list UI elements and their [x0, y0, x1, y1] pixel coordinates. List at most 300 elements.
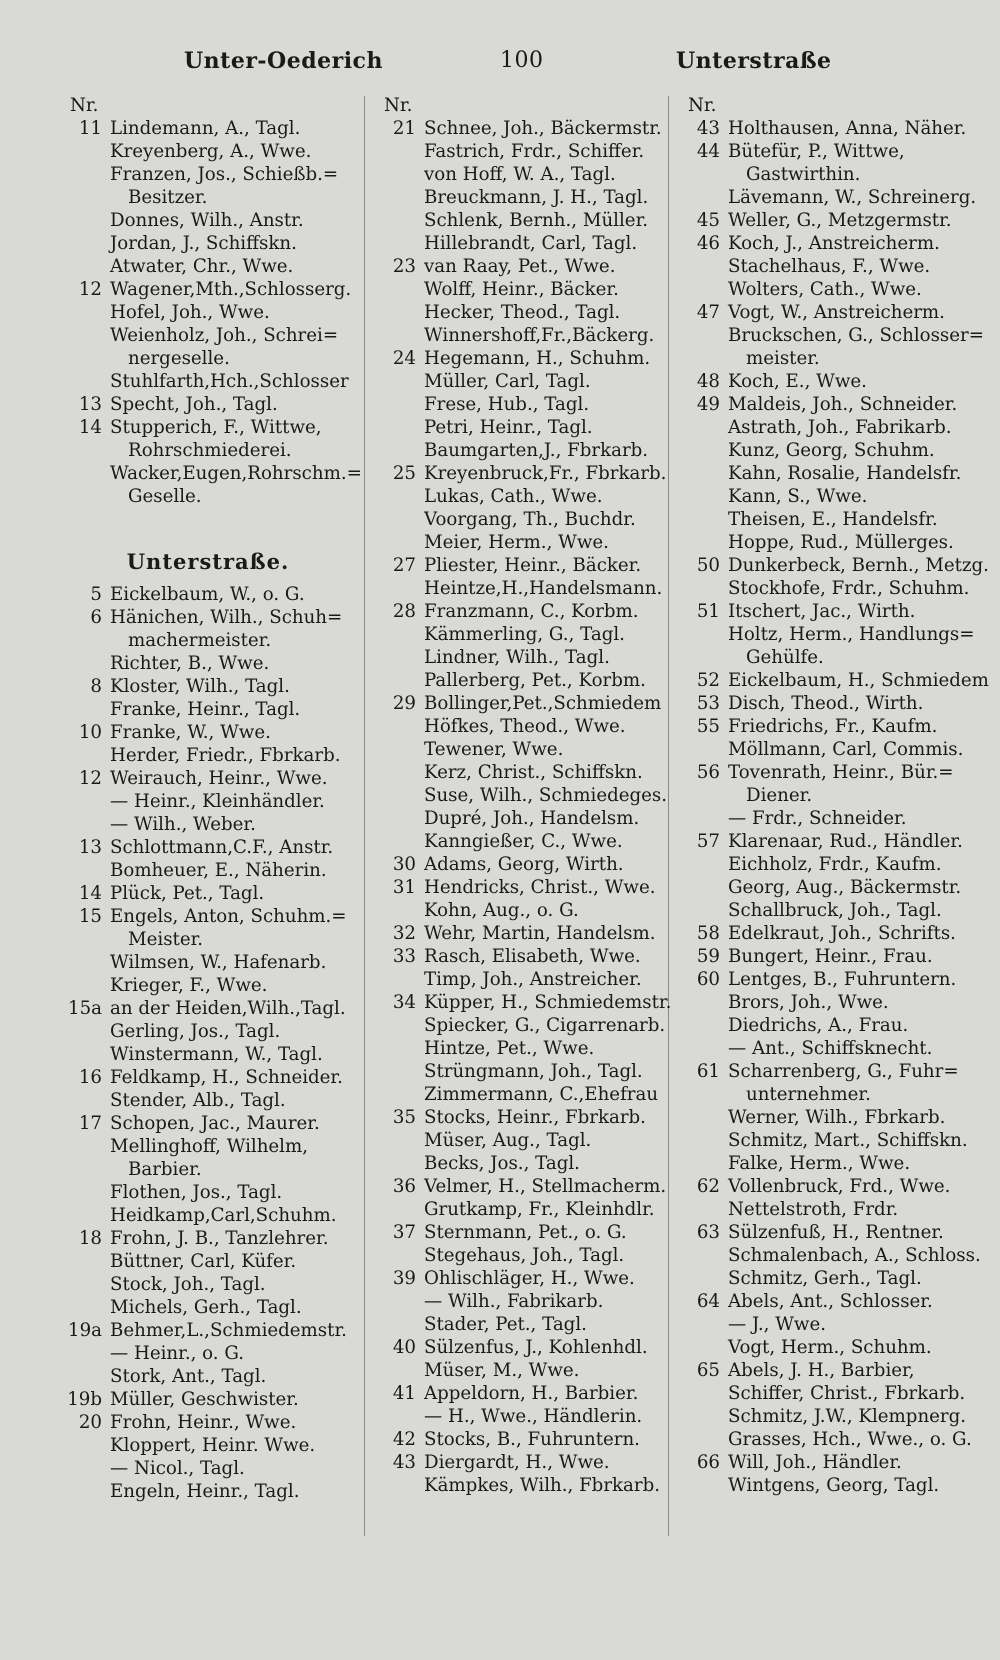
- directory-entry: [676, 692, 976, 715]
- directory-entry: [58, 462, 362, 485]
- resident-text: — J., Wwe.: [728, 1314, 826, 1335]
- resident-text: Müser, Aug., Tagl.: [424, 1130, 592, 1151]
- directory-entry: [372, 1129, 670, 1152]
- house-number: [676, 1014, 728, 1037]
- directory-entry: [58, 1296, 358, 1319]
- resident-text: Diergardt, H., Wwe.: [424, 1452, 610, 1473]
- directory-entry: [372, 945, 670, 968]
- house-number: [372, 968, 424, 991]
- directory-entry: [372, 991, 670, 1014]
- house-number: [372, 301, 424, 324]
- directory-entry: [372, 117, 670, 140]
- house-number: [58, 163, 110, 186]
- resident-text: Kanngießer, C., Wwe.: [424, 831, 623, 852]
- directory-entry: [676, 715, 976, 738]
- directory-entry: [372, 1083, 670, 1106]
- house-number: [58, 790, 110, 813]
- directory-entry: [58, 117, 358, 140]
- directory-entry: [58, 1135, 358, 1158]
- house-number: [372, 278, 424, 301]
- house-number: [58, 1296, 110, 1319]
- resident-text: Disch, Theod., Wirth.: [728, 693, 924, 714]
- house-number: 19b: [67, 1389, 102, 1410]
- resident-text: — H., Wwe., Händlerin.: [424, 1406, 643, 1427]
- directory-entry: [58, 1089, 358, 1112]
- directory-entry: [372, 1014, 670, 1037]
- resident-text: Kerz, Christ., Schiffskn.: [424, 762, 643, 783]
- resident-text: Wacker,Eugen,Rohrschm.=: [110, 463, 362, 484]
- directory-entry: [58, 836, 358, 859]
- directory-entry: [58, 1158, 358, 1181]
- house-number: 46: [696, 233, 720, 254]
- resident-text: Richter, B., Wwe.: [110, 653, 270, 674]
- house-number: 45: [696, 210, 720, 231]
- resident-text: Schiffer, Christ., Fbrkarb.: [728, 1383, 966, 1404]
- resident-text: Timp, Joh., Anstreicher.: [424, 969, 642, 990]
- running-head-left: Unter-Oederich: [184, 48, 383, 74]
- house-number: [676, 1267, 728, 1290]
- directory-entry: [372, 140, 670, 163]
- resident-text: Bomheuer, E., Näherin.: [110, 860, 327, 881]
- directory-entry: [372, 531, 670, 554]
- directory-entry: [676, 1336, 976, 1359]
- house-number: 8: [90, 676, 102, 697]
- house-number: 12: [78, 768, 102, 789]
- house-number: [58, 1020, 110, 1043]
- directory-entry: [676, 301, 976, 324]
- directory-entry: [676, 853, 976, 876]
- directory-entry: [58, 744, 358, 767]
- house-number: 35: [392, 1107, 416, 1128]
- resident-text: Wehr, Martin, Handelsm.: [424, 923, 656, 944]
- resident-text: Schallbruck, Joh., Tagl.: [728, 900, 942, 921]
- directory-entry: [58, 370, 358, 393]
- house-number: 33: [392, 946, 416, 967]
- house-number: [58, 1158, 110, 1181]
- house-number: [372, 830, 424, 853]
- resident-text: Strüngmann, Joh., Tagl.: [424, 1061, 643, 1082]
- resident-text: Kreyenbruck,Fr., Fbrkarb.: [424, 463, 667, 484]
- house-number: [58, 1457, 110, 1480]
- house-number: 58: [696, 923, 720, 944]
- directory-entry: [372, 646, 670, 669]
- directory-entry: [372, 485, 670, 508]
- resident-text: — Wilh., Weber.: [110, 814, 256, 835]
- directory-entry: [676, 623, 976, 646]
- directory-entry: [372, 370, 670, 393]
- house-number: 56: [696, 762, 720, 783]
- directory-entry: [58, 209, 358, 232]
- directory-entry: [372, 1290, 670, 1313]
- directory-entry: [372, 393, 670, 416]
- directory-entry: [676, 554, 989, 577]
- directory-entry: [372, 163, 670, 186]
- directory-entry: [58, 1434, 358, 1457]
- resident-text: Suse, Wilh., Schmiedeges.: [424, 785, 668, 806]
- directory-entry: [372, 623, 670, 646]
- directory-entry: [676, 370, 976, 393]
- resident-text: Meister.: [128, 929, 204, 950]
- house-number: [372, 439, 424, 462]
- house-number: [372, 324, 424, 347]
- house-number: [372, 1313, 424, 1336]
- house-number: [676, 278, 728, 301]
- directory-entry: [58, 1250, 358, 1273]
- resident-text: Gerling, Jos., Tagl.: [110, 1021, 281, 1042]
- house-number: [372, 899, 424, 922]
- directory-entry: [372, 600, 670, 623]
- house-number: 18: [78, 1228, 102, 1249]
- house-number: 14: [78, 883, 102, 904]
- directory-entry: [58, 1227, 358, 1250]
- resident-text: Scharrenberg, G., Fuhr=: [728, 1061, 959, 1082]
- house-number: [58, 629, 110, 652]
- house-number: [58, 813, 110, 836]
- house-number: [676, 1129, 728, 1152]
- directory-entry: [676, 761, 976, 784]
- house-number: [372, 577, 424, 600]
- directory-entry: [58, 232, 358, 255]
- house-number: [58, 1342, 110, 1365]
- resident-text: — Heinr., o. G.: [110, 1343, 245, 1364]
- house-number: [372, 508, 424, 531]
- house-number: 29: [392, 693, 416, 714]
- house-number: 59: [696, 946, 720, 967]
- resident-text: Astrath, Joh., Fabrikarb.: [728, 417, 952, 438]
- house-number: 62: [696, 1176, 720, 1197]
- resident-text: Schopen, Jac., Maurer.: [110, 1113, 320, 1134]
- resident-text: Stocks, B., Fuhruntern.: [424, 1429, 640, 1450]
- resident-text: Atwater, Chr., Wwe.: [110, 256, 294, 277]
- resident-text: Eickelbaum, W., o. G.: [110, 584, 305, 605]
- resident-text: Mellinghoff, Wilhelm,: [110, 1136, 309, 1157]
- resident-text: Bollinger,Pet.,Schmiedem: [424, 693, 662, 714]
- house-number: 42: [392, 1429, 416, 1450]
- directory-entry: [372, 1474, 670, 1497]
- house-number: 64: [696, 1291, 720, 1312]
- directory-entry: [372, 761, 670, 784]
- directory-entry: [676, 278, 976, 301]
- resident-text: Franke, Heinr., Tagl.: [110, 699, 301, 720]
- resident-text: Frohn, Heinr., Wwe.: [110, 1412, 297, 1433]
- house-number: [58, 744, 110, 767]
- directory-entry: [676, 1014, 976, 1037]
- resident-text: Rasch, Elisabeth, Wwe.: [424, 946, 641, 967]
- resident-text: Pliester, Heinr., Bäcker.: [424, 555, 642, 576]
- house-number: 14: [78, 417, 102, 438]
- house-number: 10: [78, 722, 102, 743]
- resident-text: Heintze,H.,Handelsmann.: [424, 578, 663, 599]
- house-number: [372, 1359, 424, 1382]
- resident-text: Hillebrandt, Carl, Tagl.: [424, 233, 638, 254]
- resident-text: Besitzer.: [128, 187, 208, 208]
- house-number: 57: [696, 831, 720, 852]
- resident-text: Schnee, Joh., Bäckermstr.: [424, 118, 662, 139]
- resident-text: Appeldorn, H., Barbier.: [424, 1383, 639, 1404]
- directory-entry: [58, 1388, 358, 1411]
- house-number: 6: [90, 607, 102, 628]
- directory-entry: [58, 675, 358, 698]
- directory-entry: [58, 1365, 358, 1388]
- directory-entry: [58, 974, 358, 997]
- directory-entry: [58, 1066, 358, 1089]
- directory-entry: [372, 1359, 670, 1382]
- section-title: Unterstraße.: [126, 549, 290, 574]
- house-number: [676, 623, 728, 646]
- directory-entry: [372, 554, 670, 577]
- house-number: [676, 876, 728, 899]
- resident-text: Pallerberg, Pet., Korbm.: [424, 670, 646, 691]
- house-number: [58, 1089, 110, 1112]
- resident-text: Möllmann, Carl, Commis.: [728, 739, 964, 760]
- resident-text: Schlottmann,C.F., Anstr.: [110, 837, 334, 858]
- resident-text: Schlenk, Bernh., Müller.: [424, 210, 649, 231]
- house-number: [58, 1135, 110, 1158]
- directory-entry: [58, 186, 358, 209]
- directory-entry: [676, 1290, 976, 1313]
- resident-text: Lindemann, A., Tagl.: [110, 118, 301, 139]
- house-number: [372, 1290, 424, 1313]
- resident-text: Voorgang, Th., Buchdr.: [424, 509, 636, 530]
- directory-entry: [58, 1181, 358, 1204]
- resident-text: — Nicol., Tagl.: [110, 1458, 245, 1479]
- house-number: [676, 508, 728, 531]
- house-number: [58, 859, 110, 882]
- directory-entry: [676, 784, 976, 807]
- house-number: [372, 1198, 424, 1221]
- directory-entry: [58, 882, 358, 905]
- house-number: 41: [392, 1383, 416, 1404]
- house-number: [676, 784, 728, 807]
- house-number: [372, 1405, 424, 1428]
- house-number: [372, 163, 424, 186]
- resident-text: Maldeis, Joh., Schneider.: [728, 394, 958, 415]
- house-number: [372, 715, 424, 738]
- directory-entry: [676, 577, 976, 600]
- resident-text: Barbier.: [128, 1159, 202, 1180]
- house-number: [372, 186, 424, 209]
- house-number: [58, 1434, 110, 1457]
- resident-text: Gehülfe.: [746, 647, 824, 668]
- resident-text: Kämpkes, Wilh., Fbrkarb.: [424, 1475, 661, 1496]
- resident-text: Donnes, Wilh., Anstr.: [110, 210, 304, 231]
- resident-text: Georg, Aug., Bäckermstr.: [728, 877, 962, 898]
- directory-entry: [372, 784, 670, 807]
- resident-text: Diener.: [746, 785, 813, 806]
- resident-text: Kahn, Rosalie, Handelsfr.: [728, 463, 962, 484]
- resident-text: Stuhlfarth,Hch.,Schlosser: [110, 371, 349, 392]
- resident-text: Spiecker, G., Cigarrenarb.: [424, 1015, 666, 1036]
- house-number: [58, 140, 110, 163]
- resident-text: Adams, Georg, Wirth.: [424, 854, 624, 875]
- directory-entry: [58, 1480, 358, 1503]
- resident-text: Brors, Joh., Wwe.: [728, 992, 889, 1013]
- resident-text: Dupré, Joh., Handelsm.: [424, 808, 640, 829]
- directory-entry: [372, 853, 670, 876]
- resident-text: Franke, W., Wwe.: [110, 722, 271, 743]
- house-number: [676, 807, 728, 830]
- resident-text: Wintgens, Georg, Tagl.: [728, 1475, 940, 1496]
- house-number: 11: [78, 118, 102, 139]
- house-number: 52: [696, 670, 720, 691]
- directory-entry: [372, 255, 670, 278]
- resident-text: Ohlischläger, H., Wwe.: [424, 1268, 635, 1289]
- resident-text: Behmer,L.,Schmiedemstr.: [110, 1320, 347, 1341]
- directory-entry: [58, 859, 358, 882]
- directory-entry: [58, 1273, 358, 1296]
- house-number: [372, 646, 424, 669]
- directory-entry: [58, 255, 358, 278]
- house-number: [676, 531, 728, 554]
- resident-text: Winstermann, W., Tagl.: [110, 1044, 323, 1065]
- resident-text: Wagener,Mth.,Schlosserg.: [110, 279, 352, 300]
- resident-text: Vogt, W., Anstreicherm.: [728, 302, 945, 323]
- resident-text: Nettelstroth, Frdr.: [728, 1199, 899, 1220]
- resident-text: Fastrich, Frdr., Schiffer.: [424, 141, 645, 162]
- resident-text: Stupperich, F., Wittwe,: [110, 417, 322, 438]
- resident-text: Schmitz, J.W., Klempnerg.: [728, 1406, 967, 1427]
- resident-text: meister.: [746, 348, 820, 369]
- directory-entry: [372, 1313, 670, 1336]
- house-number: 32: [392, 923, 416, 944]
- directory-entry: [676, 140, 976, 163]
- house-number: 27: [392, 555, 416, 576]
- resident-text: Dunkerbeck, Bernh., Metzg.: [728, 555, 989, 576]
- house-number: 43: [392, 1452, 416, 1473]
- resident-text: Lentges, B., Fuhruntern.: [728, 969, 957, 990]
- house-number: 21: [392, 118, 416, 139]
- house-number: [372, 1060, 424, 1083]
- directory-entry: [676, 531, 976, 554]
- resident-text: Hofel, Joh., Wwe.: [110, 302, 270, 323]
- entry-list: [372, 117, 670, 1497]
- resident-text: Heidkamp,Carl,Schuhm.: [110, 1205, 337, 1226]
- house-number: [676, 1474, 728, 1497]
- directory-entry: [676, 968, 976, 991]
- directory-entry: [58, 1457, 358, 1480]
- resident-text: Kunz, Georg, Schuhm.: [728, 440, 935, 461]
- directory-entry: [58, 790, 358, 813]
- house-number: [676, 577, 728, 600]
- directory-entry: [372, 1451, 670, 1474]
- house-number: [372, 623, 424, 646]
- directory-entry: [676, 393, 976, 416]
- house-number: [58, 698, 110, 721]
- resident-text: nergeselle.: [128, 348, 230, 369]
- resident-text: Michels, Gerh., Tagl.: [110, 1297, 302, 1318]
- house-number: [372, 1152, 424, 1175]
- resident-text: Engels, Anton, Schuhm.=: [110, 906, 347, 927]
- house-number: [372, 531, 424, 554]
- house-number: 24: [392, 348, 416, 369]
- directory-entry: [58, 1020, 358, 1043]
- house-number: [58, 186, 110, 209]
- resident-text: Frese, Hub., Tagl.: [424, 394, 590, 415]
- directory-entry: [58, 278, 358, 301]
- nr-label: Nr.: [384, 95, 413, 116]
- resident-text: Vogt, Herm., Schuhm.: [728, 1337, 932, 1358]
- house-number: 13: [78, 837, 102, 858]
- directory-entry: [676, 416, 976, 439]
- directory-entry: [676, 600, 976, 623]
- resident-text: Will, Joh., Händler.: [728, 1452, 902, 1473]
- resident-text: Höfkes, Theod., Wwe.: [424, 716, 626, 737]
- resident-text: Kloster, Wilh., Tagl.: [110, 676, 290, 697]
- resident-text: — Frdr., Schneider.: [728, 808, 907, 829]
- directory-entry: [676, 669, 989, 692]
- resident-text: Zimmermann, C.,Ehefrau: [424, 1084, 659, 1105]
- resident-text: Grutkamp, Fr., Kleinhdlr.: [424, 1199, 655, 1220]
- page-number: 100: [500, 48, 544, 73]
- resident-text: Vollenbruck, Frd., Wwe.: [728, 1176, 951, 1197]
- house-number: 43: [696, 118, 720, 139]
- directory-entry: [372, 1106, 670, 1129]
- house-number: 34: [392, 992, 416, 1013]
- house-number: 40: [392, 1337, 416, 1358]
- directory-entry: [676, 232, 976, 255]
- house-number: 47: [696, 302, 720, 323]
- house-number: [58, 370, 110, 393]
- directory-entry: [676, 209, 976, 232]
- resident-text: Kämmerling, G., Tagl.: [424, 624, 625, 645]
- resident-text: Jordan, J., Schiffskn.: [110, 233, 297, 254]
- house-number: [676, 1106, 728, 1129]
- house-number: [676, 1083, 728, 1106]
- house-number: [676, 347, 728, 370]
- directory-entry: [676, 922, 976, 945]
- house-number: 13: [78, 394, 102, 415]
- house-number: 25: [392, 463, 416, 484]
- house-number: [58, 232, 110, 255]
- directory-entry: [58, 721, 358, 744]
- resident-text: Specht, Joh., Tagl.: [110, 394, 278, 415]
- resident-text: Weienholz, Joh., Schrei=: [110, 325, 339, 346]
- directory-entry: [676, 1060, 976, 1083]
- resident-text: Müller, Carl, Tagl.: [424, 371, 591, 392]
- directory-entry: [372, 1244, 670, 1267]
- directory-entry: [58, 439, 358, 462]
- house-number: [676, 1382, 728, 1405]
- house-number: [372, 1474, 424, 1497]
- resident-text: Sülzenfuß, H., Rentner.: [728, 1222, 944, 1243]
- house-number: [58, 1480, 110, 1503]
- directory-entry: [372, 209, 670, 232]
- directory-entry: [372, 715, 670, 738]
- directory-entry: [58, 1043, 358, 1066]
- directory-entry: [58, 767, 358, 790]
- resident-text: Stocks, Heinr., Fbrkarb.: [424, 1107, 646, 1128]
- directory-entry: [372, 1175, 670, 1198]
- house-number: 50: [696, 555, 720, 576]
- resident-text: Velmer, H., Stellmacherm.: [424, 1176, 667, 1197]
- house-number: [372, 1037, 424, 1060]
- resident-text: Kann, S., Wwe.: [728, 486, 868, 507]
- directory-entry: [676, 439, 976, 462]
- directory-entry: [58, 1204, 358, 1227]
- directory-entry: [372, 1336, 670, 1359]
- directory-entry: [372, 301, 670, 324]
- house-number: 49: [696, 394, 720, 415]
- house-number: [372, 784, 424, 807]
- directory-entry: [676, 1175, 976, 1198]
- directory-entry: [372, 692, 670, 715]
- resident-text: Bütefür, P., Wittwe,: [728, 141, 905, 162]
- resident-text: Lukas, Cath., Wwe.: [424, 486, 603, 507]
- house-number: 15: [78, 906, 102, 927]
- resident-text: Hänichen, Wilh., Schuh=: [110, 607, 343, 628]
- house-number: [58, 928, 110, 951]
- directory-entry: [676, 1037, 976, 1060]
